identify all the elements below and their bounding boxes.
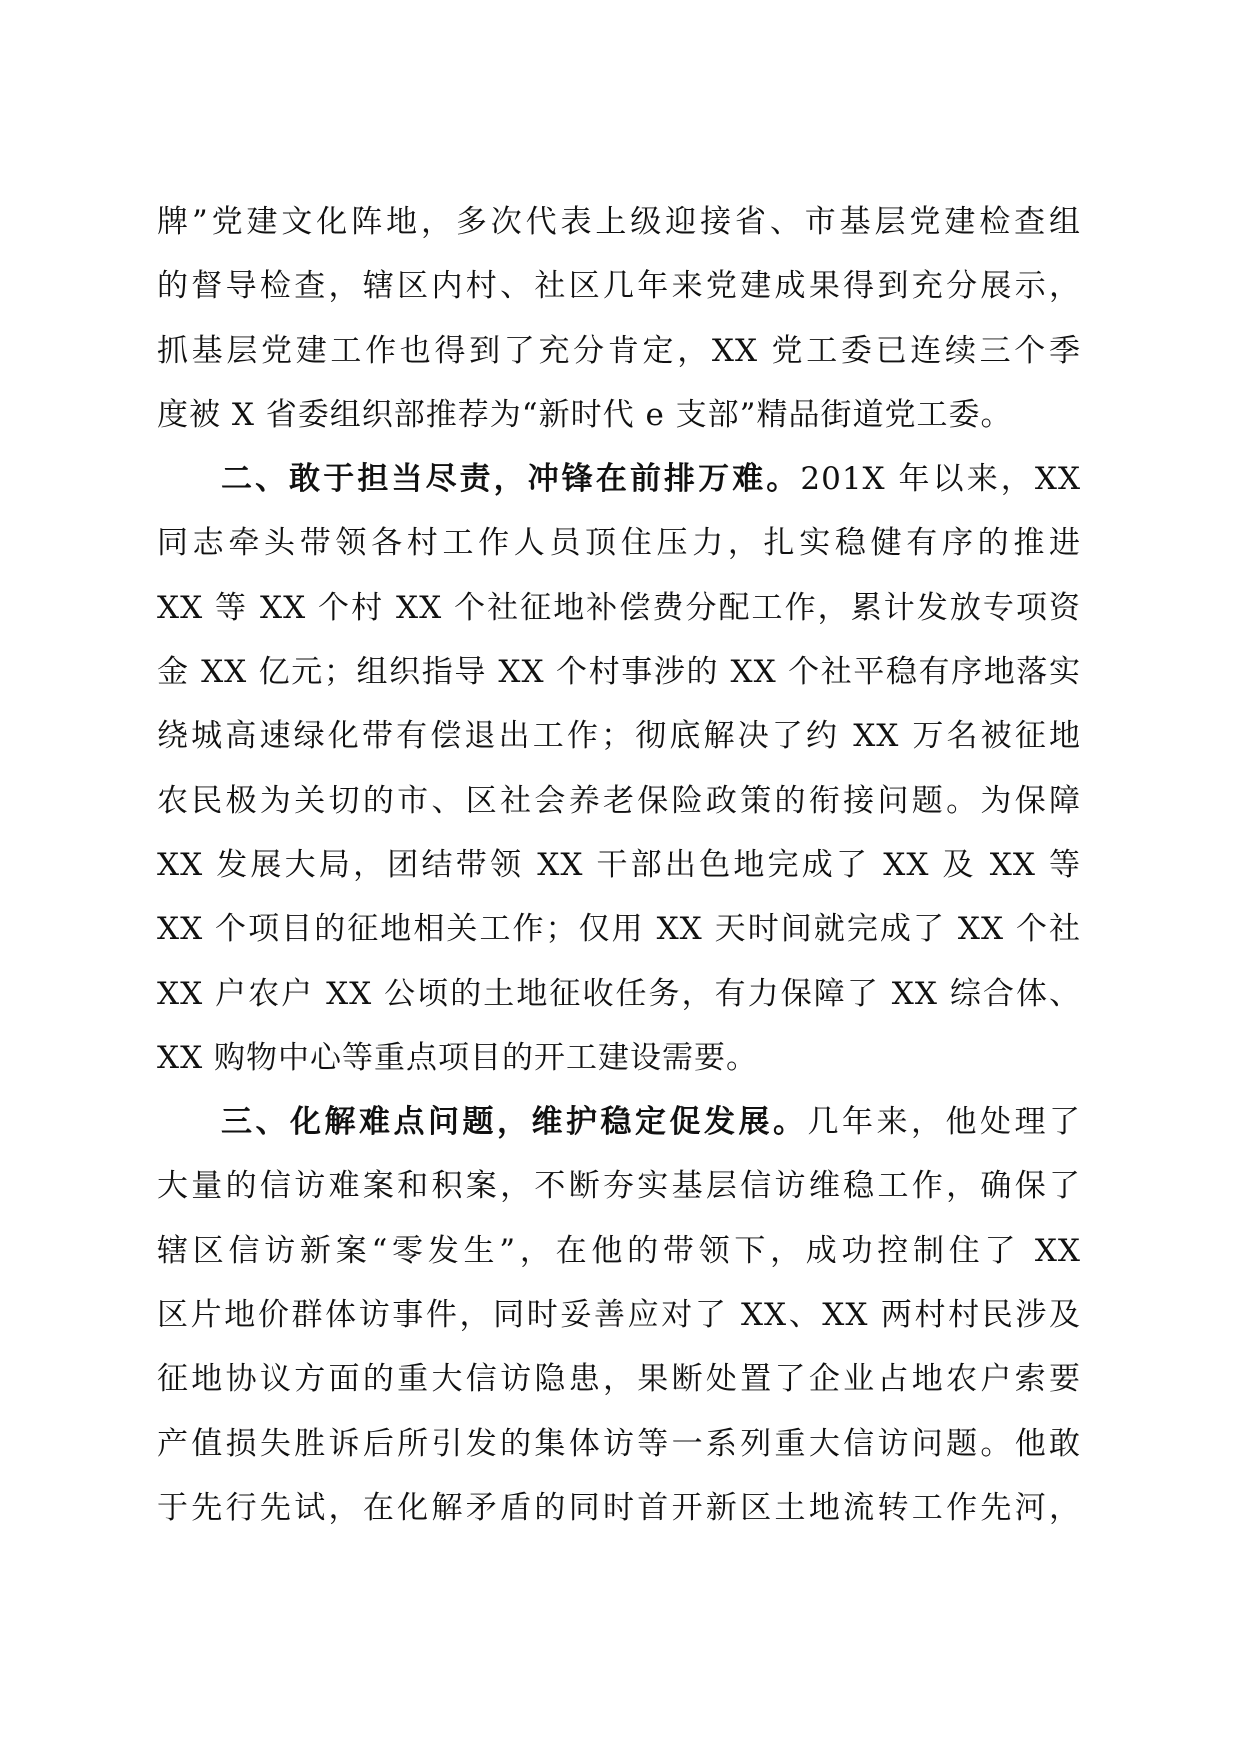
text-line: 绕城高速绿化带有偿退出工作；彻底解决了约 XX 万名被征地: [157, 718, 1081, 755]
text-line: 农民极为关切的市、区社会养老保险政策的衔接问题。为保障: [157, 782, 1081, 819]
text-line: 金 XX 亿元；组织指导 XX 个村事涉的 XX 个社平稳有序地落实: [157, 654, 1081, 691]
text-line: 同志牵头带领各村工作人员顶住压力，扎实稳健有序的推进: [157, 525, 1081, 562]
section-heading: 三、化解难点问题，维护稳定促发展。: [221, 1104, 808, 1141]
text-line: 抓基层党建工作也得到了充分肯定，XX 党工委已连续三个季: [157, 332, 1081, 369]
text-line: XX 等 XX 个村 XX 个社征地补偿费分配工作，累计发放专项资: [157, 589, 1081, 626]
document-body: [157, 190, 1081, 1540]
paragraph-1: [157, 190, 1081, 447]
paragraph-2: [157, 447, 1081, 1090]
text-line: XX 购物中心等重点项目的开工建设需要。: [157, 1039, 758, 1076]
text-line: XX 个项目的征地相关工作；仅用 XX 天时间就完成了 XX 个社: [157, 911, 1081, 948]
text-line: 产值损失胜诉后所引发的集体访等一系列重大信访问题。他敢: [157, 1425, 1081, 1462]
text-line: 大量的信访难案和积案，不断夯实基层信访维稳工作，确保了: [157, 1168, 1081, 1205]
text-line: 的督导检查，辖区内村、社区几年来党建成果得到充分展示，: [157, 268, 1081, 305]
paragraph-3: [157, 1090, 1081, 1540]
text-run: 201X 年以来，XX: [800, 461, 1082, 498]
section-heading: 二、敢于担当尽责，冲锋在前排万难。: [221, 461, 801, 498]
text-line: 区片地价群体访事件，同时妥善应对了 XX、XX 两村村民涉及: [157, 1297, 1081, 1334]
text-line: 牌”党建文化阵地，多次代表上级迎接省、市基层党建检查组: [157, 204, 1081, 240]
text-line: 于先行先试，在化解矛盾的同时首开新区土地流转工作先河，: [157, 1489, 1081, 1526]
text-line: 征地协议方面的重大信访隐患，果断处置了企业占地农户索要: [157, 1361, 1081, 1398]
text-line: 辖区信访新案“零发生”，在他的带领下，成功控制住了 XX: [157, 1232, 1081, 1269]
text-line: XX 户农户 XX 公顷的土地征收任务，有力保障了 XX 综合体、: [157, 975, 1081, 1012]
text-run: 几年来，他处理了: [807, 1104, 1081, 1141]
text-line: XX 发展大局，团结带领 XX 干部出色地完成了 XX 及 XX 等: [157, 846, 1081, 883]
text-line: [157, 447, 1081, 511]
text-line: [157, 1090, 1081, 1154]
text-line: 度被 X 省委组织部推荐为“新时代 e 支部”精品街道党工委。: [157, 396, 1013, 433]
